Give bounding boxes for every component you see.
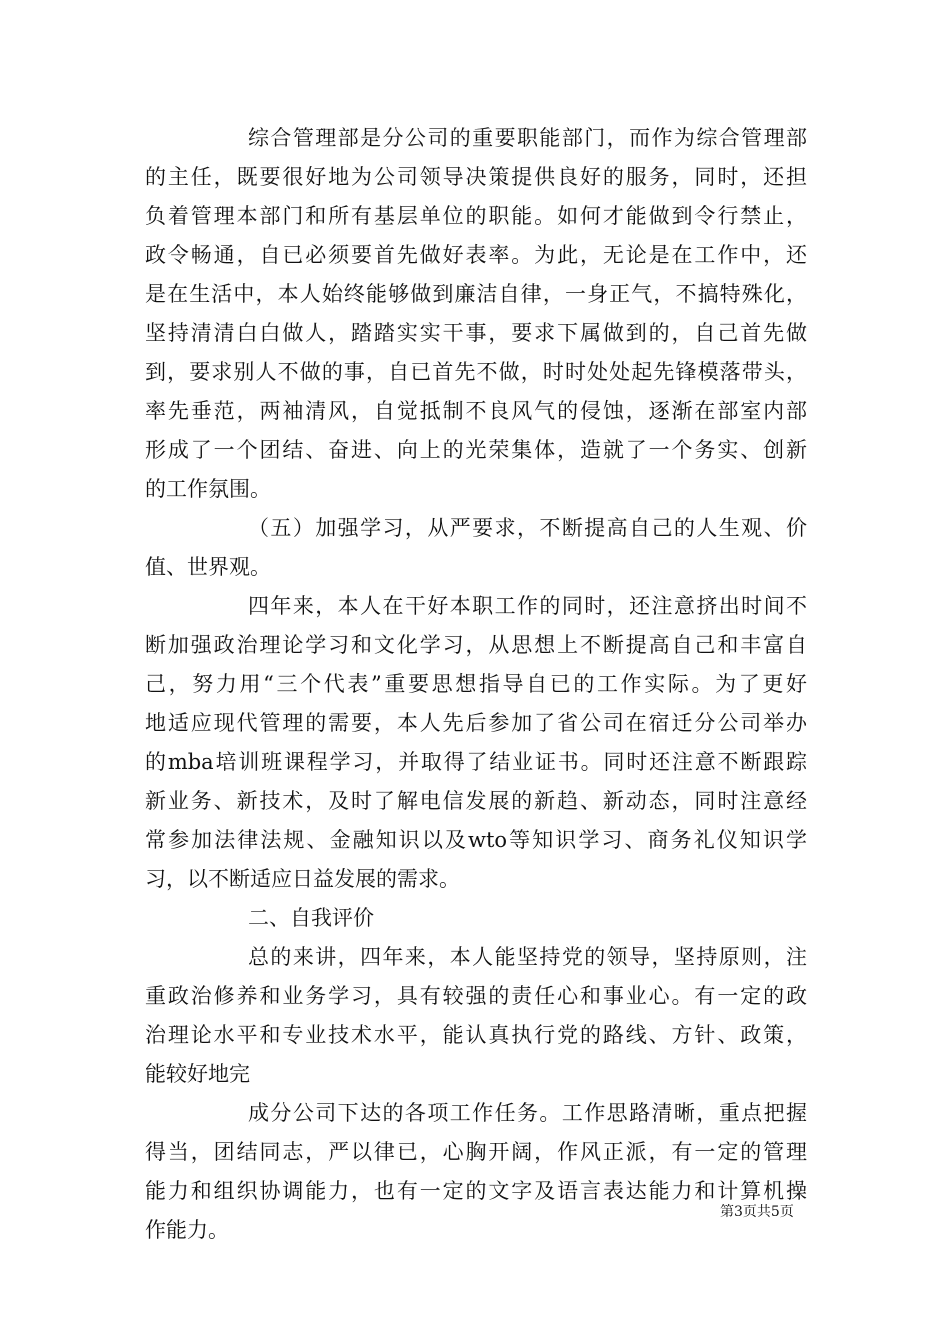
- text-line: 二、自我评价: [248, 906, 374, 930]
- text-line: （五）加强学习，从严要求，不断提高自己的人生观、价: [248, 516, 807, 540]
- paragraph-management-dept: [145, 119, 807, 509]
- text-line: 值、世界观。: [145, 555, 271, 579]
- document-body: [145, 119, 807, 1250]
- text-line: 综合管理部是分公司的重要职能部门，而作为综合管理部: [248, 126, 807, 150]
- text-line: 重政治修养和业务学习，具有较强的责任心和事业心。有一定的政: [145, 984, 807, 1008]
- text-line: 四年来，本人在干好本职工作的同时，还注意挤出时间不: [248, 594, 807, 618]
- text-line: 总的来讲，四年来，本人能坚持党的领导，坚持原则，注: [248, 945, 807, 969]
- page-number: 第3页共5页: [720, 1204, 794, 1220]
- text-line: 坚持清清白白做人，踏踏实实干事，要求下属做到的，自己首先做: [145, 321, 807, 345]
- text-line: 常参加法律法规、金融知识以及wto等知识学习、商务礼仪知识学: [145, 828, 807, 852]
- text-line: 的工作氛围。: [145, 477, 271, 501]
- text-line: 是在生活中，本人始终能够做到廉洁自律，一身正气，不搞特殊化，: [145, 282, 807, 306]
- text-line: 得当，团结同志，严以律已，心胸开阔，作风正派，有一定的管理: [145, 1140, 807, 1164]
- text-line: 成分公司下达的各项工作任务。工作思路清晰，重点把握: [248, 1101, 807, 1125]
- text-line: 政令畅通，自已必须要首先做好表率。为此，无论是在工作中，还: [145, 243, 807, 267]
- text-line: 治理论水平和专业技术水平，能认真执行党的路线、方针、政策，: [145, 1023, 807, 1047]
- text-line: 己，努力用“三个代表”重要思想指导自已的工作实际。为了更好: [145, 672, 807, 696]
- text-line: 地适应现代管理的需要，本人先后参加了省公司在宿迁分公司举办: [145, 711, 807, 735]
- paragraph-tasks: [145, 1094, 807, 1250]
- text-line: 到，要求别人不做的事，自已首先不做，时时处处起先锋模落带头，: [145, 360, 807, 384]
- text-line: 率先垂范，两袖清风，自觉抵制不良风气的侵蚀，逐渐在部室内部: [145, 399, 807, 423]
- paragraph-study: [145, 587, 807, 899]
- text-line: 能较好地完: [145, 1062, 250, 1086]
- text-line: 作能力。: [145, 1218, 229, 1242]
- text-line: 断加强政治理论学习和文化学习，从思想上不断提高自己和丰富自: [145, 633, 807, 657]
- heading-self-evaluation: [145, 899, 807, 938]
- text-line: 的mba培训班课程学习，并取得了结业证书。同时还注意不断跟踪: [145, 750, 807, 774]
- text-line: 新业务、新技术，及时了解电信发展的新趋、新动态，同时注意经: [145, 789, 807, 813]
- paragraph-summary: [145, 938, 807, 1094]
- text-line: 能力和组织协调能力，也有一定的文字及语言表达能力和计算机操: [145, 1179, 807, 1203]
- text-line: 的主任，既要很好地为公司领导决策提供良好的服务，同时，还担: [145, 165, 807, 189]
- text-line: 负着管理本部门和所有基层单位的职能。如何才能做到令行禁止，: [145, 204, 807, 228]
- heading-study: [145, 509, 807, 587]
- text-line: 习，以不断适应日益发展的需求。: [145, 867, 460, 891]
- text-line: 形成了一个团结、奋进、向上的光荣集体，造就了一个务实、创新: [145, 438, 807, 462]
